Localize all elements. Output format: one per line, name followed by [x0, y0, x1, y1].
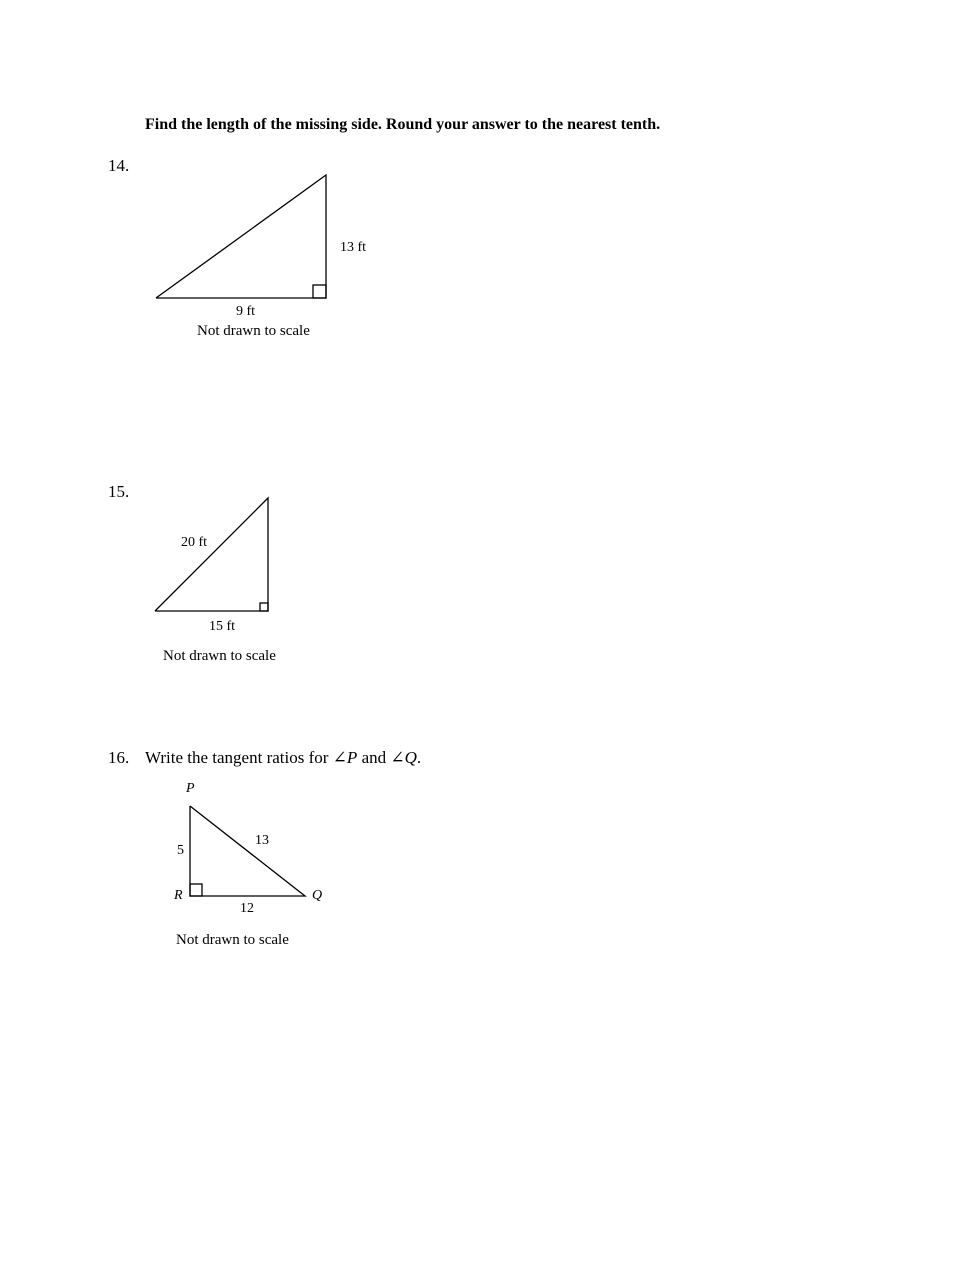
problem-15-caption: Not drawn to scale [163, 648, 276, 664]
problem-16-prompt-end: . [416, 748, 422, 767]
problem-14-caption: Not drawn to scale [197, 323, 310, 339]
vertex-q-label: Q [312, 888, 323, 903]
vertex-p-label: P [186, 781, 195, 796]
problem-15-number: 15. [108, 482, 130, 501]
problem-16-prompt-text: Write the tangent ratios for [145, 748, 333, 767]
side-pq-label: 13 [255, 833, 269, 848]
vertex-r-label: R [174, 888, 183, 903]
problem-16-number: 16. [108, 748, 130, 767]
problem-16-prompt-and: and [357, 748, 391, 767]
problem-16-caption: Not drawn to scale [176, 932, 289, 948]
instructions: Find the length of the missing side. Round your answer to the nearest tenth. [145, 116, 661, 133]
problem-16-triangle-outline [190, 806, 305, 896]
side-pr-label: 5 [177, 843, 184, 858]
side-rq-label: 12 [240, 901, 254, 916]
angle-q-symbol: ∠Q [390, 748, 417, 767]
problem-14-number: 14. [108, 156, 130, 175]
problem-15-hypotenuse-label: 20 ft [181, 535, 208, 550]
problem-14-base-label: 9 ft [236, 304, 256, 319]
problem-15-base-label: 15 ft [209, 619, 236, 634]
problem-14-vertical-label: 13 ft [340, 240, 367, 255]
angle-p-symbol: ∠P [332, 748, 358, 767]
problem-16-right-angle-mark [190, 884, 202, 896]
